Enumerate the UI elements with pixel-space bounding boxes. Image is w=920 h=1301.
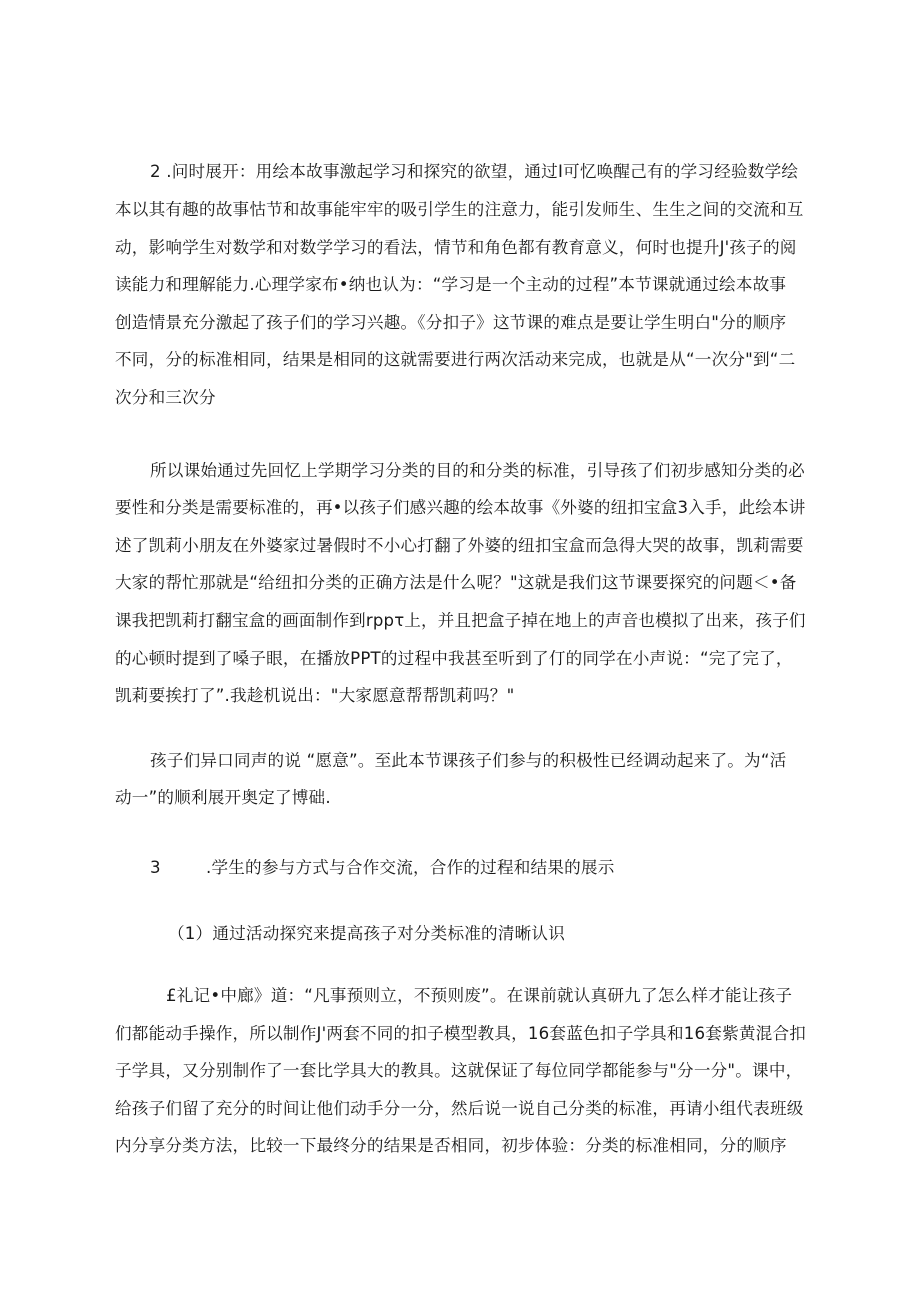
text-line: 孩子们异口同声的说 “愿意”。至此本节课孩子们参与的积极性已经调动起来了。为“活 bbox=[150, 751, 787, 770]
section-number: 3 bbox=[150, 858, 161, 877]
text-line: 读能力和理解能力.心理学家布•纳也认为：“学习是一个主动的过程”本节课就通过绘本故事 bbox=[115, 275, 787, 294]
text-line: 大家的帮忙那就是“给纽扣分类的正确方法是什么呢？"这就是我们这节课要探究的问题＜•备 bbox=[115, 573, 797, 592]
text-line: 创造情景充分激起了孩子们的学习兴趣。《分扣子》这节课的难点是要让学生明白"分的顺序 bbox=[115, 313, 787, 332]
text-line: 们都能动手操作，所以制作J'两套不同的扣子模型教具，16套蓝色扣子学具和16套紫黄混合扣 bbox=[115, 1024, 807, 1043]
text-line: 凯莉要挨打了”.我趁机说出："大家愿意帮帮凯莉吗？" bbox=[115, 686, 515, 705]
text-line: 不同，分的标准相同，结果是相同的这就需要进行两次活动来完成，也就是从“一次分"到“二 bbox=[115, 350, 796, 369]
text-line: 动一”的顺利展开奥定了博础. bbox=[115, 788, 331, 807]
text-line: 要性和分类是需要标准的，再•以孩子们感兴趣的绘本故事《外婆的纽扣宝盒3入手，此绘本讲 bbox=[115, 498, 806, 517]
text-line: 述了凯莉小朋友在外婆家过暑假时不小心打翻了外婆的纽扣宝盒而急得大哭的故事，凯莉需要 bbox=[115, 536, 804, 555]
text-line: 所以课始通过先回忆上学期学习分类的目的和分类的标准，引导孩了们初步感知分类的必 bbox=[150, 461, 805, 480]
text-line: 内分享分类方法，比较一下最终分的结果是否相同，初步体验：分类的标准相同，分的顺序 bbox=[115, 1136, 787, 1155]
subsection-heading: （1）通过活动探究来提高孩子对分类标准的清晰认识 bbox=[168, 924, 566, 943]
text-line: 本以其有趣的故事怙节和故事能牢牢的吸引学生的注意力，能引发师生、生生之间的交流和互 bbox=[115, 200, 804, 219]
text-line: 次分和三次分 bbox=[115, 388, 216, 407]
text-line: 子学具，又分别制作了一套比学具大的教具。这就保证了每位同学都能参与"分一分"。课中， bbox=[115, 1061, 803, 1080]
text-line: 的心顿时提到了嗓子眼，在播放PPT的过程中我甚至听到了仃的同学在小声说：“完了完了， bbox=[115, 649, 793, 668]
text-line: 课我把凯莉打翻宝盒的画面制作到rppτ上，并且把盒子掉在地上的声音也模拟了出来，孩子们 bbox=[115, 611, 806, 630]
text-line: £礼记•中廊》道：“凡事预则立，不预则废”。在课前就认真研九了怎么样才能让孩子 bbox=[166, 986, 793, 1005]
section-title: .学生的参与方式与合作交流，合作的过程和结果的展示 bbox=[206, 858, 615, 877]
text-line: 动，影响学生对数学和对数学学习的看法，情节和角色都有教育意义，何时也提升J'孩子的阅 bbox=[115, 238, 797, 257]
text-line: 2 .问时展开：用绘本故事激起学习和探究的欲望，通过I可忆唤醒己有的学习经验数学绘 bbox=[150, 162, 799, 181]
text-line: 给孩子们留了充分的时间让他们动手分一分，然后说一说自己分类的标准，再请小组代表班级 bbox=[115, 1099, 804, 1118]
